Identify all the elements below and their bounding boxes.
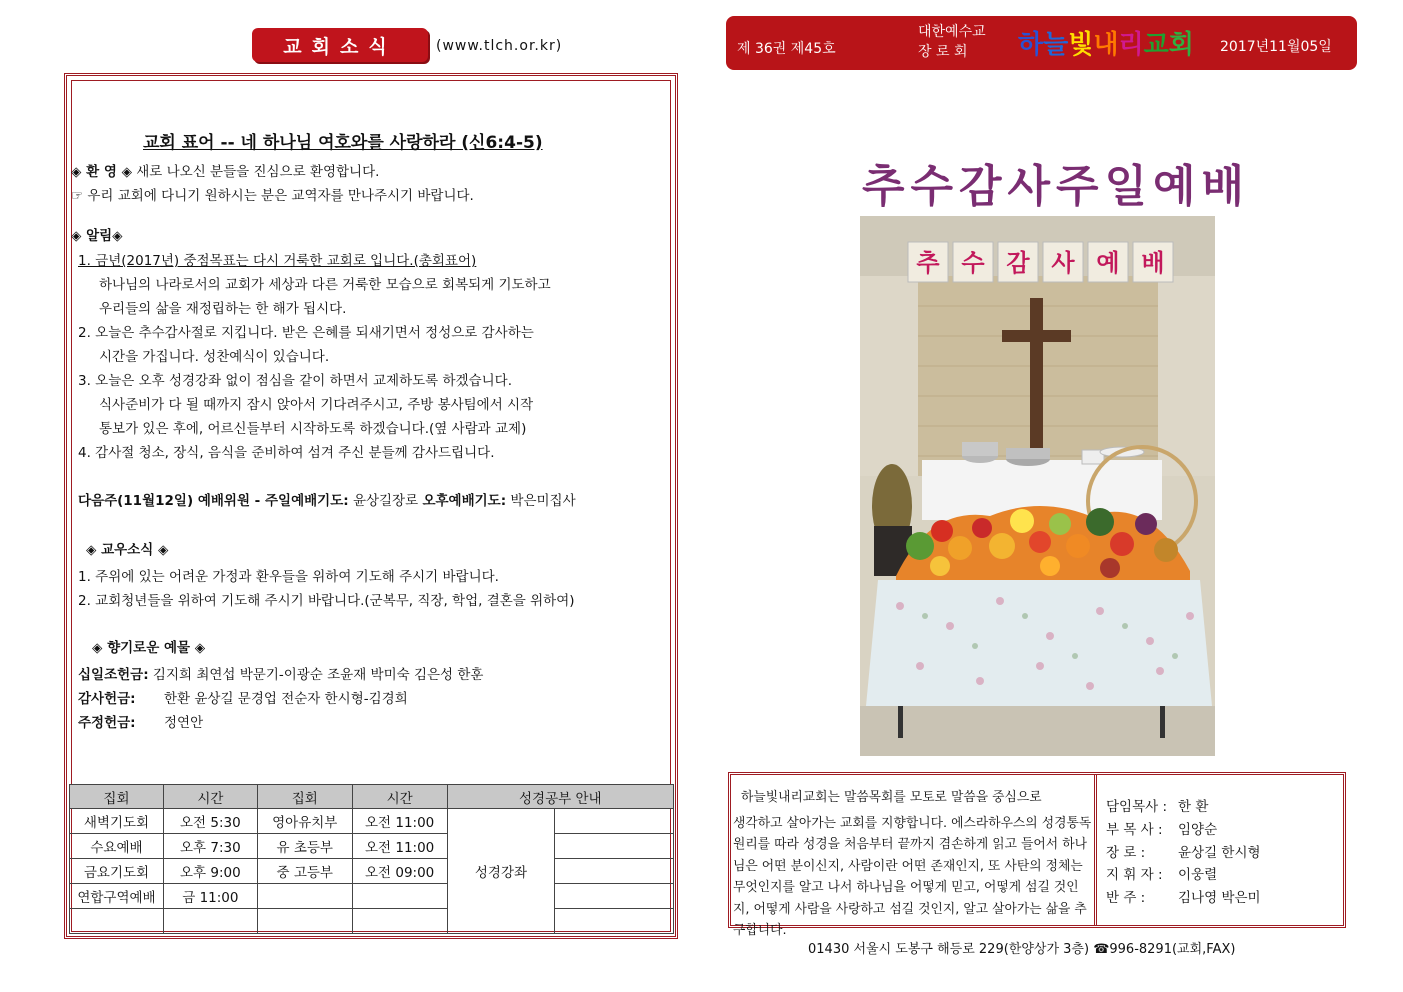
- section-title-badge: 교회소식: [252, 28, 428, 62]
- staff-name: 이웅렬: [1178, 867, 1218, 884]
- table-cell: 오전 11:00: [352, 809, 447, 834]
- afternoon-prayer-label: 오후예배기도:: [422, 493, 507, 509]
- staff-role: 반 주 :: [1106, 890, 1146, 907]
- staff-row: [1106, 819, 1261, 842]
- weekly-row: [78, 711, 203, 731]
- welcome-section: [71, 160, 379, 180]
- afternoon-prayer: 박은미집사: [510, 493, 576, 509]
- table-row: [70, 809, 674, 834]
- table-cell: [555, 884, 674, 909]
- table-cell: 연합구역예배: [70, 884, 164, 909]
- welcome-note: ☞ 우리 교회에 다니기 원하시는 분은 교역자를 만나주시기 바랍니다.: [71, 188, 474, 204]
- table-row: [70, 834, 674, 859]
- tithe-label: 십일조헌금:: [78, 667, 149, 683]
- banner-char: 사: [1051, 249, 1075, 277]
- table-cell: [555, 859, 674, 884]
- denomination: [918, 22, 986, 62]
- table-header: 성경공부 안내: [447, 785, 673, 809]
- weekly-label: 주정헌금:: [78, 715, 136, 731]
- next-week-servers: [78, 489, 576, 509]
- bulletin-date: 2017년11월05일: [1220, 39, 1332, 55]
- banner-char: 감: [1006, 249, 1030, 277]
- offerings-label: ◈ 향기로운 예물 ◈: [92, 640, 206, 656]
- table-cell: 수요예배: [70, 834, 164, 859]
- banner-char: 수: [961, 249, 985, 277]
- table-header: 시간: [352, 785, 447, 809]
- church-name-char: 교: [1143, 30, 1169, 60]
- staff-name: 한 환: [1178, 799, 1209, 815]
- staff-role: 부 목 사 :: [1106, 821, 1163, 838]
- table-header: 집회: [257, 785, 352, 809]
- table-cell: 오후 9:00: [163, 859, 257, 884]
- banner-char: 예: [1096, 249, 1120, 277]
- table-cell: 유 초등부: [257, 834, 352, 859]
- next-week-label: 다음주(11월12일) 예배위원 - 주일예배기도:: [78, 493, 349, 509]
- table-cell: [352, 884, 447, 909]
- table-row: [70, 859, 674, 884]
- church-name-char: 내: [1093, 30, 1119, 60]
- member-news-line: 2. 교회청년들을 위하여 기도해 주시기 바랍니다.(군복무, 직장, 학업, 결혼을 위하여): [78, 593, 575, 609]
- staff-row: [1106, 842, 1261, 865]
- notice-line: 하나님의 나라로서의 교회가 세상과 다른 거룩한 모습으로 회복되게 기도하고: [99, 277, 551, 293]
- staff-row: [1106, 864, 1261, 887]
- table-cell: 새벽기도회: [70, 809, 164, 834]
- church-name-char: 늘: [1043, 30, 1069, 60]
- staff-role: 지 휘 자 :: [1106, 867, 1163, 884]
- thanks-row: [78, 687, 408, 707]
- church-name-char: 하: [1018, 30, 1044, 60]
- church-name-char: 회: [1168, 30, 1194, 60]
- church-url[interactable]: (www.tlch.or.kr): [436, 38, 563, 54]
- notice-line: 식사준비가 다 될 때까지 잠시 앉아서 기다려주시고, 주방 봉사팀에서 시작: [99, 397, 534, 413]
- schedule-table: [69, 784, 674, 934]
- table-row: [70, 909, 674, 934]
- notice-line: 우리들의 삶을 재정립하는 한 해가 됩시다.: [99, 301, 347, 317]
- notice-line: 4. 감사절 청소, 장식, 음식을 준비하여 섬겨 주신 분들께 감사드립니다.: [78, 445, 495, 461]
- tithe-row: [78, 663, 483, 683]
- member-news-line: 1. 주위에 있는 어려운 가정과 환우들을 위하여 기도해 주시기 바랍니다.: [78, 569, 499, 585]
- notice-line: 1. 금년(2017년) 중점목표는 다시 거룩한 교회로 입니다.(총회표어): [78, 253, 477, 269]
- notice-line: 통보가 있은 후에, 어르신들부터 시작하도록 하겠습니다.(옆 사람과 교제): [99, 421, 527, 437]
- table-header-row: [70, 785, 674, 809]
- tithe-names: 김지희 최연섭 박문기-이광순 조윤재 박미숙 김은성 한훈: [152, 667, 484, 683]
- denomination-line: 대한예수교: [918, 24, 986, 40]
- table-cell: 중 고등부: [257, 859, 352, 884]
- members-label: ◈ 교우소식 ◈: [86, 542, 169, 558]
- staff-role: 담임목사 :: [1106, 799, 1168, 815]
- church-name-char: 빛: [1068, 30, 1094, 60]
- staff-name: 임양순: [1178, 821, 1218, 838]
- weekly-names: 정연안: [164, 715, 204, 731]
- table-cell: [555, 909, 674, 934]
- notice-line: 시간을 가집니다. 성찬예식이 있습니다.: [99, 349, 330, 365]
- table-cell: 오전 11:00: [352, 834, 447, 859]
- staff-row: [1106, 796, 1261, 819]
- mission-line-1: 하늘빛내리교회는 말씀목회를 모토로 말씀을 중심으로: [741, 790, 1042, 805]
- info-divider: [1094, 775, 1100, 925]
- table-cell: 금 11:00: [163, 884, 257, 909]
- welcome-label: ◈ 환 영 ◈: [71, 164, 132, 180]
- table-cell: [257, 884, 352, 909]
- notices-label: ◈ 알림◈: [71, 228, 123, 244]
- denomination-line: 장 로 회: [918, 44, 968, 60]
- table-cell: 오후 7:30: [163, 834, 257, 859]
- notice-line: 2. 오늘은 추수감사절로 지킵니다. 받은 은혜를 되새기면서 정성으로 감사하는: [78, 325, 534, 341]
- staff-name: 윤상길 한시형: [1178, 844, 1261, 861]
- table-cell: [257, 909, 352, 934]
- table-cell: [163, 909, 257, 934]
- church-name-char: 리: [1118, 30, 1144, 60]
- harvest-altar-photo: [860, 216, 1215, 756]
- volume-issue: 제 36권 제45호: [737, 41, 836, 57]
- table-cell: 금요기도회: [70, 859, 164, 884]
- thanks-names: 한환 윤상길 문경업 전순자 한시형-김경희: [164, 691, 408, 707]
- bible-study-cell: 성경강좌: [447, 809, 555, 934]
- table-cell: [555, 834, 674, 859]
- church-address: 01430 서울시 도봉구 해등로 229(한양상가 3층) ☎996-8291(교회,FAX): [808, 942, 1236, 957]
- church-mission: [733, 787, 1094, 942]
- table-row: [70, 884, 674, 909]
- banner-char: 배: [1141, 249, 1165, 277]
- morning-prayer: 윤상길장로: [352, 493, 419, 509]
- table-cell: [555, 809, 674, 834]
- service-title: 추수감사주일예배: [862, 161, 1251, 212]
- church-name-logo: [1018, 24, 1194, 61]
- table-cell: [352, 909, 447, 934]
- table-cell: 영아유치부: [257, 809, 352, 834]
- staff-list: [1106, 796, 1261, 910]
- table-cell: [70, 909, 164, 934]
- table-header: 시간: [163, 785, 257, 809]
- staff-row: [1106, 887, 1261, 910]
- mission-text: 생각하고 살아가는 교회를 지향합니다. 에스라하우스의 성경통독원리를 따라 성경을 처음부터 끝까지 겸손하게 읽고 들어서 하나님은 어떤 분이신지, 사람이란 어떤 존재인지, 또 사탄의 정체는 무엇인지를 알고 나서 하나님을 어떻게 믿고, 어떻게 섬길 것인지, 어떻게 사람을 사랑하고 섬길 것인지, 알고 살아가는 삶을 추구합니다.: [733, 815, 1092, 938]
- staff-role: 장 로 :: [1106, 844, 1146, 861]
- church-motto: 교회 표어 -- 네 하나님 여호와를 사랑하라 (신6:4-5): [143, 133, 543, 153]
- table-cell: 오전 09:00: [352, 859, 447, 884]
- welcome-text: 새로 나오신 분들을 진심으로 환영합니다.: [136, 164, 380, 180]
- staff-name: 김나영 박은미: [1178, 890, 1261, 907]
- banner-char: 추: [916, 249, 940, 277]
- thanks-label: 감사헌금:: [78, 691, 136, 707]
- table-cell: 오전 5:30: [163, 809, 257, 834]
- table-header: 집회: [70, 785, 164, 809]
- notice-line: 3. 오늘은 오후 성경강좌 없이 점심을 같이 하면서 교제하도록 하겠습니다.: [78, 373, 512, 389]
